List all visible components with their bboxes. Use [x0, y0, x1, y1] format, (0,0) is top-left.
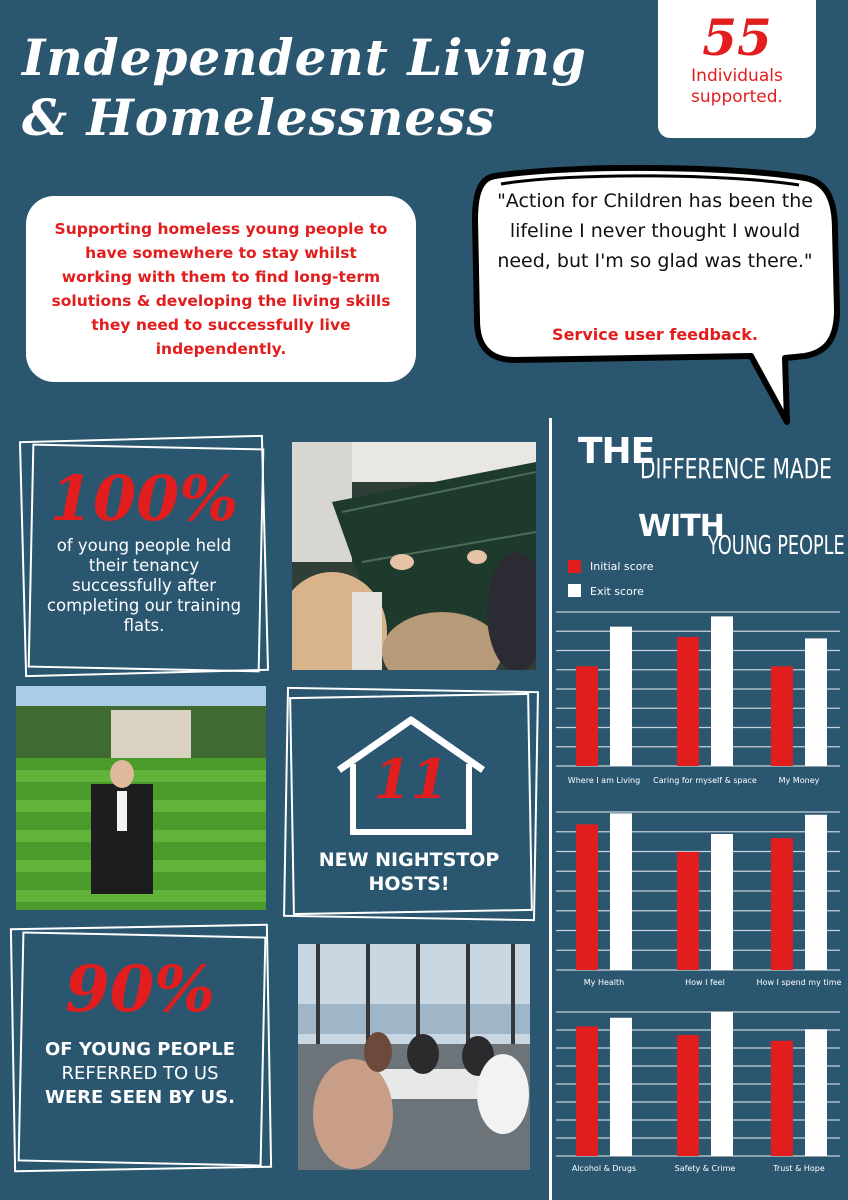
chart-heading-the: THE	[578, 431, 655, 472]
bar-exit	[805, 1029, 827, 1156]
title-line-2: & Homelessness	[22, 88, 496, 147]
referrals-line-1: OF YOUNG PEOPLE	[44, 1039, 236, 1060]
bar-initial	[677, 852, 699, 970]
legend-exit-label: Exit score	[590, 585, 644, 598]
bar-exit	[610, 813, 632, 970]
referrals-percent: 90%	[65, 952, 215, 1027]
mission-text: Supporting homeless young people to have somewhere to stay whilst working with them to find long-term solutions & developing the living skills they need to successfully live independently.	[51, 220, 391, 358]
category-label: My Health	[583, 978, 625, 987]
bar-exit	[805, 638, 827, 766]
category-label: How I feel	[685, 978, 725, 987]
category-label: How I spend my time	[756, 978, 842, 987]
bar-exit	[805, 815, 827, 970]
individuals-label-1: Individuals	[691, 66, 783, 86]
chart-heading-with: WITH	[638, 509, 724, 544]
category-label: Where I am Living	[567, 776, 641, 785]
category-label: Trust & Hope	[773, 1164, 825, 1173]
bar-exit	[711, 1012, 733, 1156]
referrals-line-2: REFERRED TO US	[61, 1063, 219, 1084]
bar-initial	[677, 1035, 699, 1156]
bar-exit	[711, 834, 733, 970]
bar-initial	[677, 637, 699, 766]
bar-initial	[576, 1026, 598, 1156]
quote-text: "Action for Children has been the lifeline I never thought I would need, but I'm so glad was there."	[497, 190, 813, 272]
bar-initial	[771, 1041, 793, 1156]
bar-initial	[771, 666, 793, 766]
individuals-count: 55	[702, 8, 772, 67]
hosts-label-2: HOSTS!	[368, 873, 450, 895]
bar-initial	[771, 838, 793, 970]
chart-heading-young: YOUNG PEOPLE	[708, 531, 845, 561]
category-label: Caring for myself & space	[653, 776, 757, 785]
quote-source: Service user feedback.	[552, 325, 758, 344]
bar-initial	[576, 824, 598, 970]
category-label: Alcohol & Drugs	[571, 1164, 637, 1173]
bar-initial	[576, 666, 598, 766]
individuals-label-2: supported.	[691, 87, 783, 107]
legend-initial-label: Initial score	[590, 560, 654, 573]
hosts-label-1: NEW NIGHTSTOP	[318, 849, 500, 871]
tenancy-percent: 100%	[49, 462, 239, 535]
tenancy-text: of young people held their tenancy successfully after completing our training flats.	[46, 536, 242, 635]
title-line-1: Independent Living	[22, 28, 587, 87]
category-label: My Money	[778, 776, 820, 785]
hosts-count: 11	[373, 747, 449, 811]
referrals-line-3: WERE SEEN BY US.	[45, 1087, 235, 1108]
bar-exit	[610, 1018, 632, 1156]
category-label: Safety & Crime	[674, 1164, 736, 1173]
bar-exit	[610, 627, 632, 766]
chart-heading-difference: DIFFERENCE MADE	[640, 452, 832, 485]
bar-exit	[711, 616, 733, 766]
